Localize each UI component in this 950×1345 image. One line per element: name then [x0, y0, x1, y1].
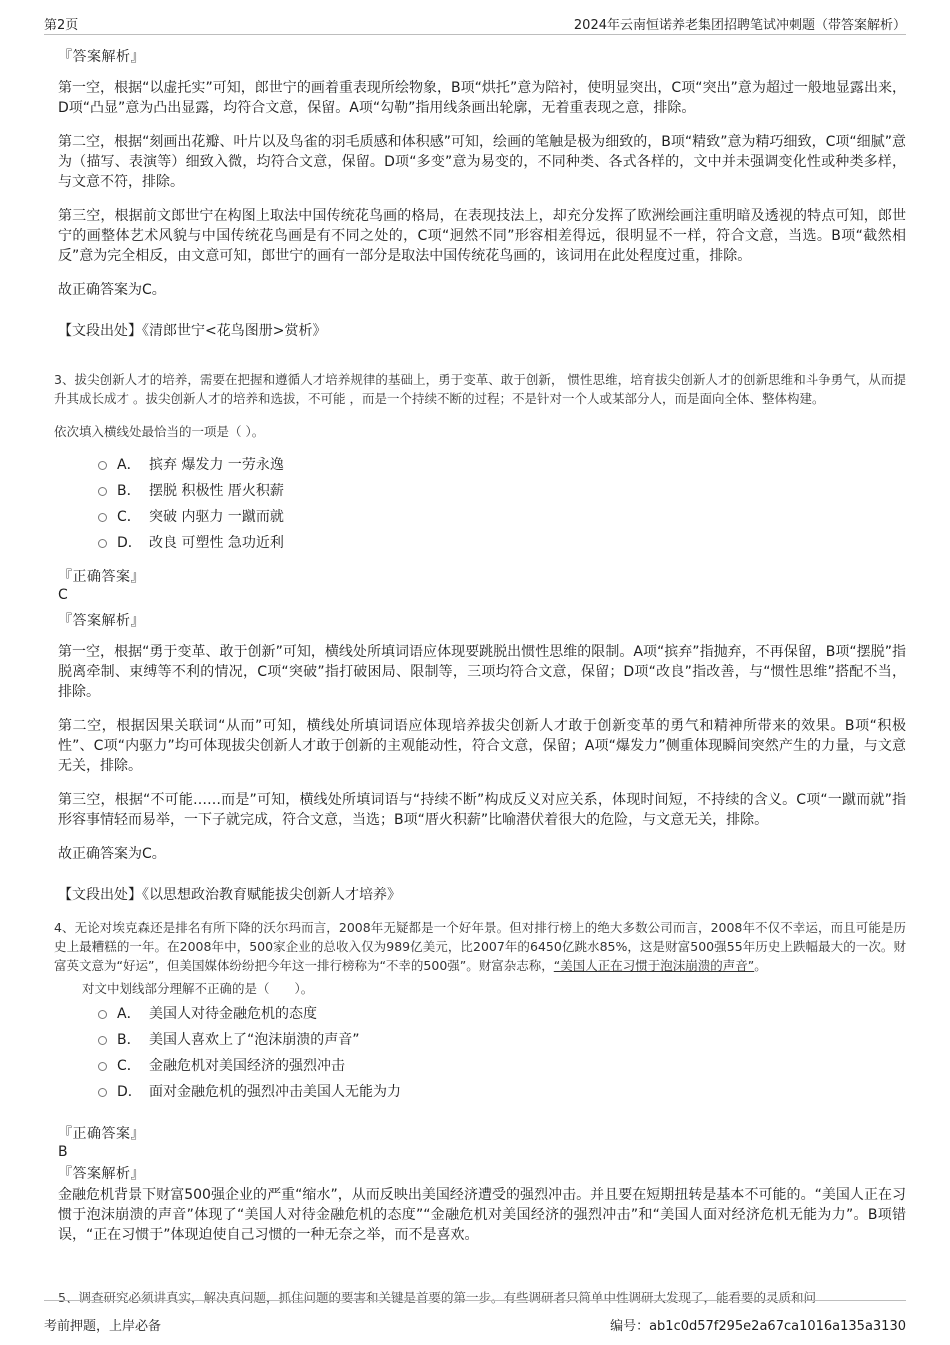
option-d[interactable]: D． 改良 可塑性 急功近利 [98, 530, 906, 556]
page-number: 第2页 [44, 18, 79, 33]
document-body [54, 40, 906, 1245]
option-a[interactable]: A． 美国人对待金融危机的态度 [98, 1001, 906, 1027]
next-question-cut-off: 5、调查研究必须讲真实，解决真问题，抓住问题的要害和关键是首要的第一步。有些调研者只简单中性调研大发现了，能看要的灵质和问 [58, 1290, 816, 1305]
correct-answer-label: 『正确答案』 [58, 569, 145, 585]
option-d[interactable]: D． 面对金融危机的强烈冲击美国人无能为力 [98, 1079, 906, 1105]
correct-answer: B [58, 1144, 68, 1160]
option-a[interactable]: A． 摈弃 爆发力 一劳永逸 [98, 452, 906, 478]
source-citation: 【文段出处】《清郎世宁<花鸟图册>赏析》 [58, 323, 327, 339]
radio-icon[interactable] [98, 1088, 107, 1097]
radio-icon[interactable] [98, 487, 107, 496]
radio-icon[interactable] [98, 513, 107, 522]
underlined-phrase: “美国人正在习惯于泡沫崩溃的声音” [553, 958, 755, 973]
question-stem: 3、拔尖创新人才的培养，需要在把握和遵循人才培养规律的基础上，勇于变革、敢于创新， 惯性思维，培育拔尖创新人才的创新思维和斗争勇气，从而提升其成长成才 。拔尖创新人才的培养和选拔，不可能 ，而是一个持续不断的过程；不是针对一个人或某部分人，而是面向全体、整体构建。 [54, 372, 906, 406]
source-citation: 【文段出处】《以思想政治教育赋能拔尖创新人才培养》 [58, 887, 401, 903]
radio-icon[interactable] [98, 1062, 107, 1071]
radio-icon[interactable] [98, 1036, 107, 1045]
analysis-paragraph: 第一空，根据“勇于变革、敢于创新”可知，横线处所填词语应体现要跳脱出惯性思维的限制。A项“摈弃”指抛弃，不再保留，B项“摆脱”指脱离牵制、束缚等不利的情况，C项“突破”指打破困局、限制等，三项均符合文意，保留；D项“改良”指改善，与“惯性思维”搭配不当，排除。 [58, 644, 906, 700]
correct-answer: C [58, 587, 68, 603]
analysis-paragraph: 金融危机背景下财富500强企业的严重“缩水”，从而反映出美国经济遭受的强烈冲击。并且要在短期扭转是基本不可能的。“美国人正在习惯于泡沫崩溃的声音”体现了“美国人对待金融危机的态度”“金融危机对美国经济的强烈冲击”和“美国人面对经济危机无能为力”。B项错误，“正在习惯于”体现迫使自己习惯的一种无奈之举，而不是喜欢。 [58, 1187, 906, 1243]
analysis-label: 『答案解析』 [58, 49, 145, 65]
footer-slogan: 考前押题，上岸必备 [44, 1319, 162, 1334]
analysis-paragraph: 第一空，根据“以虚托实”可知，郎世宁的画着重表现所绘物象，B项“烘托”意为陪衬，使明显突出，C项“突出”意为超过一般地显露出来，D项“凸显”意为凸出显露，均符合文意，保留。A项“勾勒”指用线条画出轮廓，无着重表现之意，排除。 [58, 80, 906, 116]
analysis-paragraph: 第二空，根据因果关联词“从而”可知，横线处所填词语应体现培养拔尖创新人才敢于创新变革的勇气和精神所带来的效果。B项“积极性”、C项“内驱力”均可体现拔尖创新人才敢于创新的主观能动性，符合文意，保留；A项“爆发力”侧重体现瞬间突然产生的力量，与文意无关，排除。 [58, 718, 906, 774]
option-b[interactable]: B． 美国人喜欢上了“泡沫崩溃的声音” [98, 1027, 906, 1053]
document-id: 编号：ab1c0d57f295e2a67ca1016a135a3130 [610, 1319, 906, 1334]
analysis-paragraph: 第三空，根据前文郎世宁在构图上取法中国传统花鸟画的格局，在表现技法上，却充分发挥了欧洲绘画注重明暗及透视的特点可知，郎世宁的画整体艺术风貌与中国传统花鸟画是有不同之处的，C项“迥然不同”形容相差得远，很明显不一样，符合文意，当选。B项“截然相反”意为完全相反，由文意可知，郎世宁的画有一部分是取法中国传统花鸟画的，该词用在此处程度过重，排除。 [58, 208, 906, 264]
analysis-label: 『答案解析』 [58, 1166, 145, 1182]
radio-icon[interactable] [98, 539, 107, 548]
question-prompt: 依次填入横线处最恰当的一项是（ ）。 [54, 424, 265, 439]
analysis-paragraph: 第二空，根据“刻画出花瓣、叶片以及鸟雀的羽毛质感和体积感”可知，绘画的笔触是极为细致的，B项“精致”意为精巧细致，C项“细腻”意为（描写、表演等）细致入微，均符合文意，保留。D项“多变”意为易变的，不同种类、各式各样的，文中并未强调变化性或种类多样，与文意不符，排除。 [58, 134, 906, 190]
radio-icon[interactable] [98, 461, 107, 470]
option-c[interactable]: C． 金融危机对美国经济的强烈冲击 [98, 1053, 906, 1079]
option-c[interactable]: C． 突破 内驱力 一蹴而就 [98, 504, 906, 530]
options-list [98, 452, 906, 556]
page-header [44, 8, 906, 35]
question-prompt: 对文中划线部分理解不正确的是（ ）。 [82, 981, 314, 996]
conclusion: 故正确答案为C。 [58, 282, 166, 298]
document-title: 2024年云南恒诺养老集团招聘笔试冲刺题（带答案解析） [573, 18, 906, 33]
analysis-paragraph: 第三空，根据“不可能……而是”可知，横线处所填词语与“持续不断”构成反义对应关系，体现时间短，不持续的含义。C项“一蹴而就”指形容事情轻而易举，一下子就完成，符合文意，当选；B项“厝火积薪”比喻潜伏着很大的危险，与文意无关，排除。 [58, 792, 906, 828]
analysis-label: 『答案解析』 [58, 613, 145, 629]
options-list [98, 1001, 906, 1105]
option-b[interactable]: B． 摆脱 积极性 厝火积薪 [98, 478, 906, 504]
conclusion: 故正确答案为C。 [58, 846, 166, 862]
page-footer [44, 1300, 906, 1341]
question-stem: 4、无论对埃克森还是排名有所下降的沃尔玛而言，2008年无疑都是一个好年景。但对排行榜上的绝大多数公司而言，2008年不仅不幸运，而且可能是历史上最糟糕的一年。在2008年中，500家企业的总收入仅为989亿美元，比2007年的6450亿跳水85%，这是财富500强55年历史上跌幅最大的一次。财富英文意为“好运”，但美国媒体纷纷把今年这一排行榜称为“不幸的500强”。财富杂志称，“美国人正在习惯于泡沫崩溃的声音”。 [54, 920, 906, 973]
radio-icon[interactable] [98, 1010, 107, 1019]
correct-answer-label: 『正确答案』 [58, 1126, 145, 1142]
